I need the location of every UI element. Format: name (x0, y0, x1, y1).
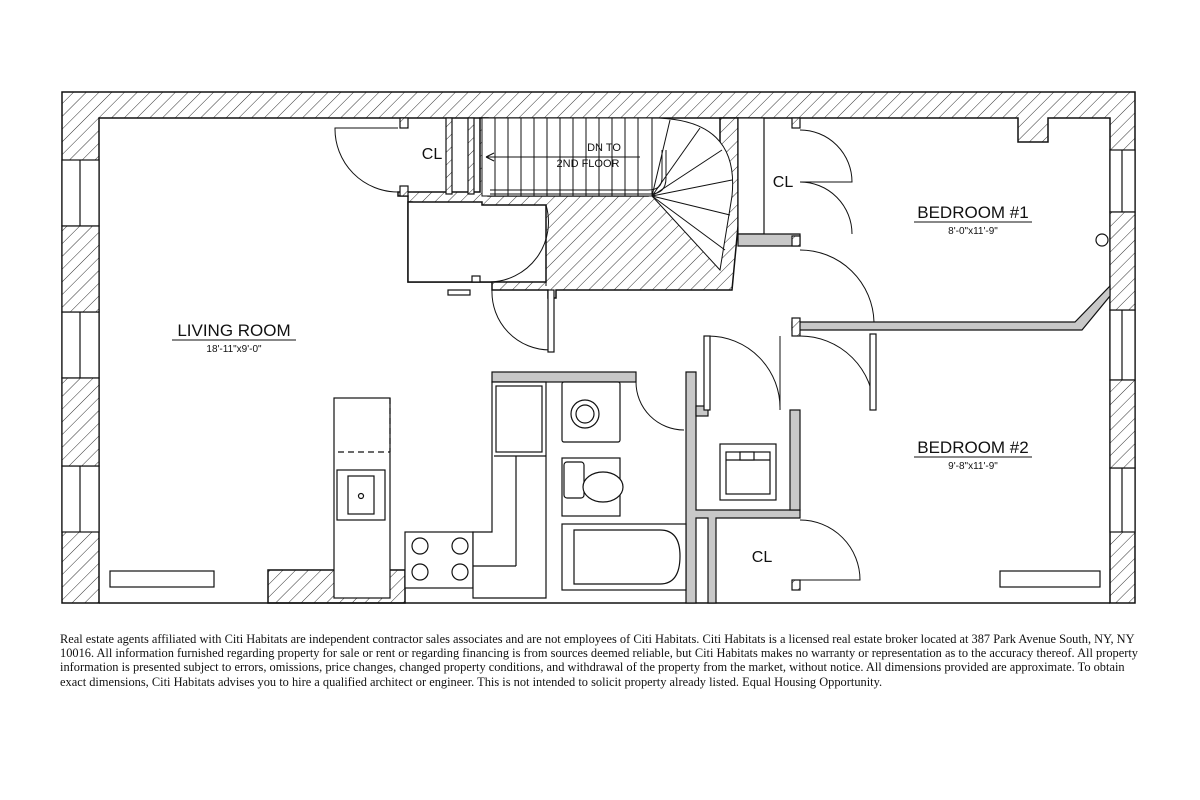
living-room-label: LIVING ROOM (177, 321, 291, 340)
kitchen (334, 382, 546, 598)
stairs-label-line1: DN TO (587, 142, 621, 154)
bedroom-2-shelf (720, 444, 776, 500)
bedroom-2-dimensions: 9'-8"x11'-9" (948, 461, 998, 472)
stairs-label-line2: 2ND FLOOR (556, 158, 620, 170)
bedroom-divider (792, 286, 1110, 330)
closet-3-label: CL (751, 549, 773, 566)
closet-2-label: CL (772, 174, 794, 191)
bedroom-1-dimensions: 8'-0"x11'-9" (948, 226, 998, 237)
living-room-dimensions: 18'-11"x9'-0" (206, 344, 262, 355)
bedroom-2-label: BEDROOM #2 (917, 438, 1029, 457)
legal-disclaimer: Real estate agents affiliated with Citi Habitats are independent contractor sales associates and are not employees of Citi Habitats. Citi Habitats is a licensed real estate broker located at 387 Park Avenue South, NY, NY 10016. All information furnished regarding property for sale or rent or regarding financing is from sources deemed reliable, but Citi Habitats makes no warranty or representation as to the accuracy thereof. All property information is presented subject to errors, omissions, price changes, changed property conditions, and withdrawal of the property from the market, without notice. All dimensions provided are approximate. To obtain exact dimensions, Citi Habitats advises you to hire a qualified architect or engineer. This is not intended to solicit property already listed. Equal Housing Opportunity. (60, 632, 1138, 689)
bedroom-1-label: BEDROOM #1 (917, 203, 1029, 222)
closet-1-label: CL (421, 146, 443, 163)
bathroom-fixtures (562, 382, 686, 590)
